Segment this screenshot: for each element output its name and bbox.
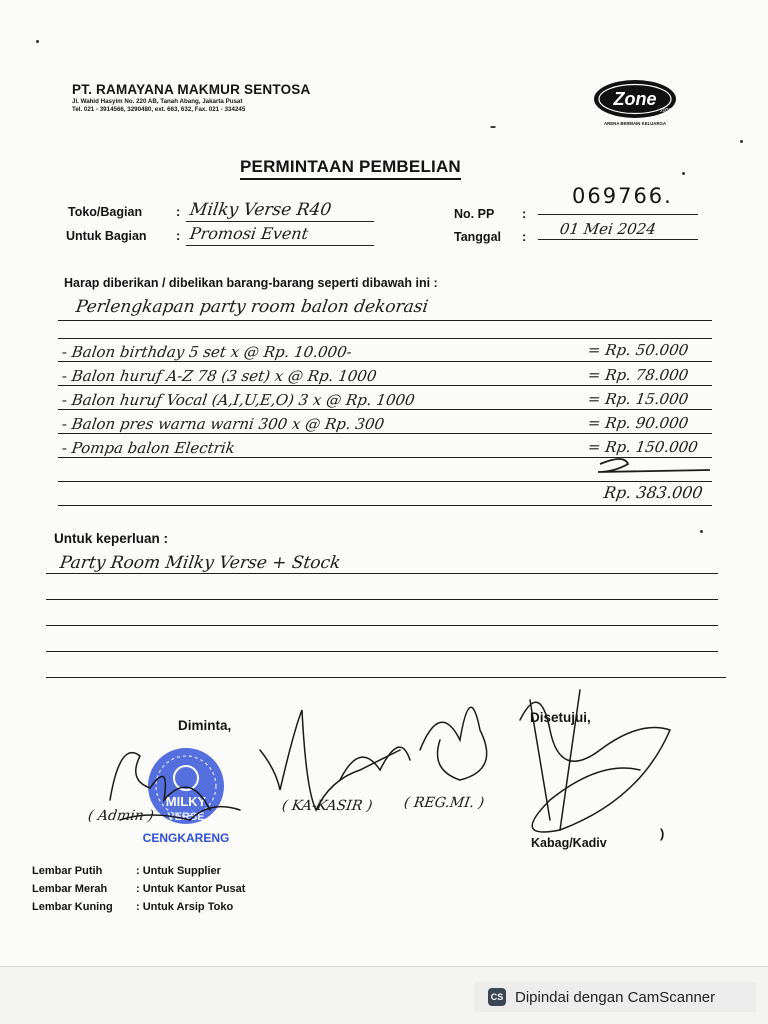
tanggal-value: 01 Mei 2024 (558, 220, 658, 238)
untuk-bagian-value: Promosi Event (188, 224, 310, 243)
zone-logo (588, 72, 684, 130)
item-3-amount: = Rp. 15.000 (586, 390, 690, 408)
keperluan-value: Party Room Milky Verse + Stock (58, 553, 342, 573)
tanggal-colon: : (522, 229, 527, 244)
nopp-colon: : (522, 206, 527, 221)
disetujui-label: Disetujui, (530, 710, 591, 725)
line-1 (58, 320, 712, 321)
keperluan-line-4 (46, 651, 718, 652)
item-2-desc: - Balon huruf A-Z 78 (3 set) x @ Rp. 1000 (60, 367, 378, 385)
toko-label: Toko/Bagian (68, 205, 143, 219)
role-4-bracket: ) (660, 826, 665, 841)
line-8 (58, 481, 712, 482)
copy-row: Lembar Merah : Untuk Kantor Pusat (32, 883, 246, 895)
toko-underline (186, 221, 374, 222)
camscanner-text: Dipindai dengan CamScanner (515, 988, 716, 1006)
stamp-text-bottom: CENGKARENG (142, 831, 230, 845)
copy-row: Lembar Kuning : Untuk Arsip Toko (32, 901, 234, 913)
line-6 (58, 433, 712, 434)
nopp-value: 069766. (572, 184, 673, 208)
copy-distribution (32, 862, 245, 916)
role-2: ( KA-KASIR ) (280, 798, 374, 814)
role-4: Kabag/Kadiv (531, 836, 607, 850)
item-1-amount: = Rp. 50.000 (586, 341, 690, 359)
stamp-text-top: MILKY (165, 794, 207, 809)
camscanner-icon: CS (488, 988, 506, 1006)
camscanner-watermark (474, 982, 756, 1012)
logo-tagline: ARENA BERMAIN KELUARGA (604, 121, 666, 126)
nopp-label: No. PP (454, 207, 495, 221)
role-3: ( REG.MI. ) (402, 795, 486, 811)
scan-speck (36, 40, 39, 43)
scan-speck (740, 140, 743, 143)
untuk-bagian-label: Untuk Bagian (66, 229, 147, 243)
tanggal-label: Tanggal (454, 230, 501, 244)
scan-speck (682, 172, 685, 175)
company-address (72, 98, 245, 113)
item-heading: Perlengkapan party room balon dekorasi (74, 297, 430, 317)
line-2 (58, 338, 712, 339)
untuk-bagian-underline (186, 245, 374, 246)
line-4 (58, 385, 712, 386)
untuk-bagian-colon: : (176, 228, 181, 243)
line-9 (58, 505, 712, 506)
keperluan-line-3 (46, 625, 718, 626)
instruction-text: Harap diberikan / dibelikan barang-barang seperti dibawah ini : (64, 276, 438, 290)
total-amount: Rp. 383.000 (602, 483, 704, 502)
keperluan-line-1 (46, 573, 718, 574)
total-bracket (594, 456, 714, 478)
line-5 (58, 409, 712, 410)
item-5-desc: - Pompa balon Electrik (60, 439, 237, 457)
keperluan-label: Untuk keperluan : (54, 531, 169, 546)
item-5-amount: = Rp. 150.000 (586, 438, 700, 456)
copy-row: Lembar Putih : Untuk Supplier (32, 865, 221, 877)
tanggal-underline (538, 239, 698, 240)
stamp-text-mid: VERSE (167, 811, 205, 823)
company-name: PT. RAMAYANA MAKMUR SENTOSA (72, 82, 311, 97)
toko-colon: : (176, 204, 181, 219)
item-1-desc: - Balon birthday 5 set x @ Rp. 10.000- (60, 343, 354, 361)
handwritten-signatures (80, 660, 720, 860)
item-4-desc: - Balon pres warna warni 300 x @ Rp. 300 (60, 415, 386, 433)
line-3 (58, 361, 712, 362)
diminta-label: Diminta, (178, 718, 232, 733)
keperluan-line-2 (46, 599, 718, 600)
scan-speck (490, 126, 496, 128)
scan-speck (700, 530, 703, 533)
address-line-2: Tel. 021 - 3914566, 3290480, ext. 663, 632, Fax. 021 - 334245 (72, 105, 246, 113)
role-1: ( Admin ) (86, 808, 155, 824)
item-2-amount: = Rp. 78.000 (586, 366, 690, 384)
logo-word: Zone (613, 89, 657, 109)
form-title: PERMINTAAN PEMBELIAN (240, 157, 461, 180)
toko-value: Milky Verse R40 (188, 200, 333, 220)
address-line-1: Jl. Wahid Hasyim No. 220 AB, Tanah Abang, Jakarta Pusat (72, 98, 243, 105)
nopp-underline (538, 214, 698, 215)
logo-year: 2008 (660, 108, 672, 114)
item-4-amount: = Rp. 90.000 (586, 414, 690, 432)
item-3-desc: - Balon huruf Vocal (A,I,U,E,O) 3 x @ Rp. 1000 (60, 391, 416, 409)
